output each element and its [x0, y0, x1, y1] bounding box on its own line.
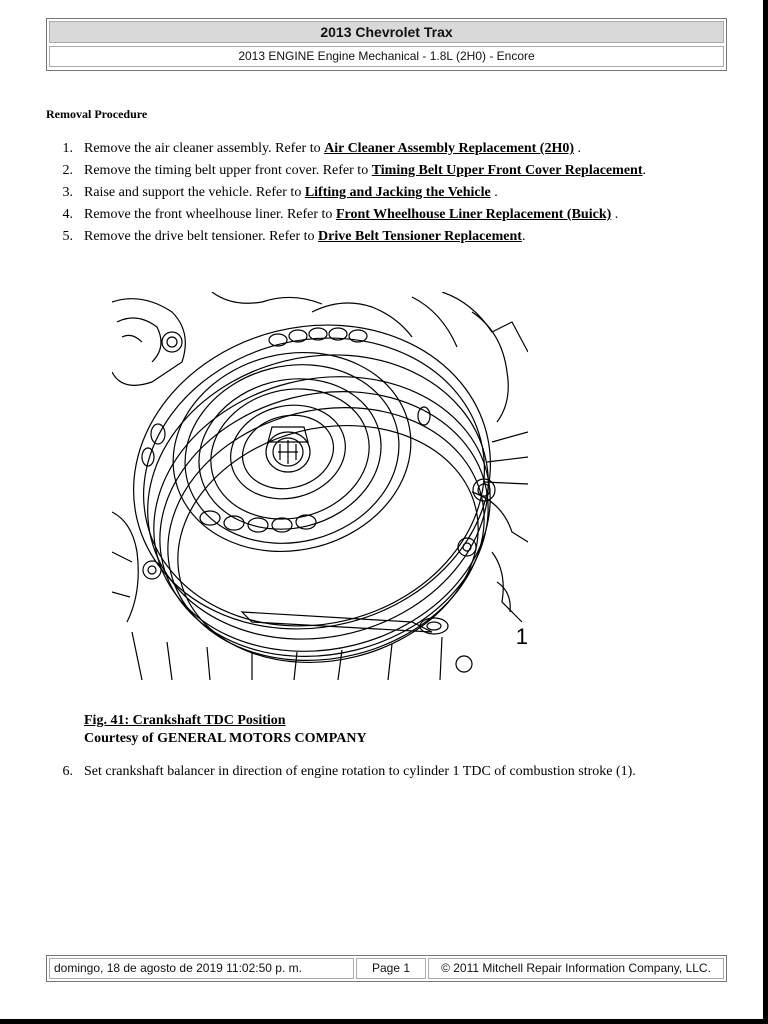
figure-title: Fig. 41: Crankshaft TDC Position — [84, 713, 286, 728]
step-item: 4. Remove the front wheelhouse liner. Refer to Front Wheelhouse Liner Replacement (Buick) . — [62, 207, 619, 222]
step-item: 5. Remove the drive belt tensioner. Refer to Drive Belt Tensioner Replacement. — [62, 229, 526, 244]
link-drive-belt-tensioner-replacement[interactable]: Drive Belt Tensioner Replacement — [318, 229, 522, 244]
crankshaft-figure — [112, 292, 528, 680]
document-subtitle: 2013 ENGINE Engine Mechanical - 1.8L (2H0) - Encore — [49, 46, 724, 67]
figure-courtesy: Courtesy of GENERAL MOTORS COMPANY — [84, 731, 367, 746]
callout-label: 1 — [515, 624, 528, 649]
crankshaft-line-drawing — [112, 292, 528, 680]
figure-caption — [84, 712, 367, 748]
link-wheelhouse-liner-replacement[interactable]: Front Wheelhouse Liner Replacement (Buick) — [335, 207, 612, 222]
step-item: 6. Set crankshaft balancer in direction of engine rotation to cylinder 1 TDC of combustion stroke (1). — [62, 764, 636, 779]
step-item: 1. Remove the air cleaner assembly. Refer to Air Cleaner Assembly Replacement (2H0) . — [62, 141, 581, 156]
footer-date: domingo, 18 de agosto de 2019 11:02:50 p. m. — [49, 958, 354, 979]
footer-page-number: Page 1 — [356, 958, 426, 979]
step-item: 2. Remove the timing belt upper front cover. Refer to Timing Belt Upper Front Cover Replacement. — [62, 163, 646, 178]
footer-copyright: © 2011 Mitchell Repair Information Company, LLC. — [428, 958, 724, 979]
vehicle-title: 2013 Chevrolet Trax — [49, 21, 724, 43]
step-item: 3. Raise and support the vehicle. Refer to Lifting and Jacking the Vehicle . — [62, 185, 498, 200]
document-footer — [46, 955, 727, 982]
link-air-cleaner-replacement[interactable]: Air Cleaner Assembly Replacement (2H0) — [324, 141, 574, 156]
document-header — [46, 18, 727, 71]
link-timing-belt-cover-replacement[interactable]: Timing Belt Upper Front Cover Replacement — [371, 163, 643, 178]
link-lifting-jacking-vehicle[interactable]: Lifting and Jacking the Vehicle — [304, 185, 491, 200]
section-title: Removal Procedure — [46, 107, 148, 121]
procedure-steps — [46, 139, 646, 249]
